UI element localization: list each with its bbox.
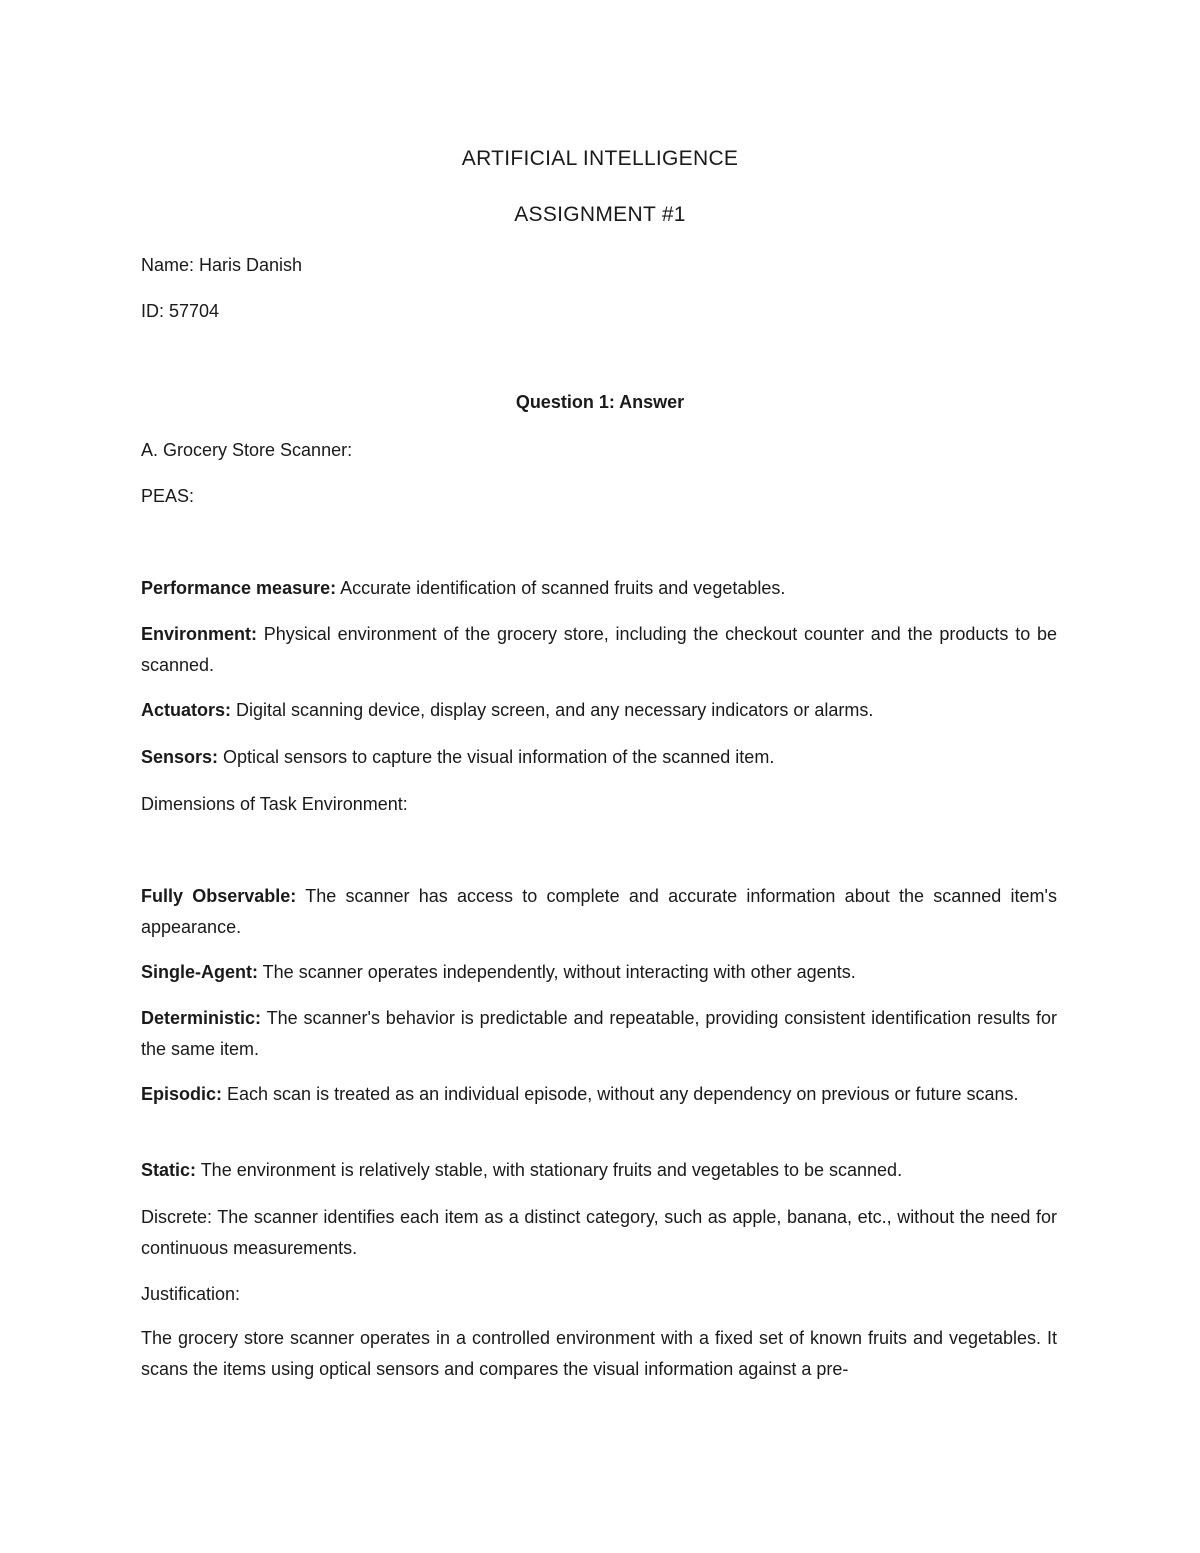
term-label: Episodic:	[141, 1084, 223, 1104]
peas-label: PEAS:	[141, 486, 195, 506]
dimension-fully-observable	[141, 881, 1057, 943]
term-text: Optical sensors to capture the visual information of the scanned item.	[218, 747, 775, 767]
dimension-deterministic	[141, 1003, 1057, 1065]
term-label: Actuators:	[141, 700, 232, 720]
term-label: Deterministic:	[141, 1008, 262, 1028]
term-label: Sensors:	[141, 747, 219, 767]
term-text: The scanner's behavior is predictable and repeatable, providing consistent identification results for the same item.	[141, 1008, 1057, 1059]
term-label: Fully Observable:	[141, 886, 297, 906]
peas-actuators	[141, 695, 1057, 726]
justification-text: The grocery store scanner operates in a controlled environment with a fixed set of known fruits and vegetables. It scans the items using optical sensors and compares the visual information against a pre-	[141, 1328, 1057, 1379]
dimensions-label: Dimensions of Task Environment:	[141, 794, 408, 814]
dimension-single-agent	[141, 957, 1057, 988]
question-heading: Question 1: Answer	[515, 392, 685, 412]
course-title: ARTIFICIAL INTELLIGENCE	[461, 147, 739, 170]
term-label: Single-Agent:	[141, 962, 258, 982]
student-id: ID: 57704	[141, 301, 220, 321]
term-label: Static:	[141, 1160, 197, 1180]
term-label: Environment:	[141, 624, 258, 644]
term-text: The environment is relatively stable, with stationary fruits and vegetables to be scanned.	[196, 1160, 903, 1180]
term-label: Performance measure:	[141, 578, 337, 598]
term-text: The scanner has access to complete and accurate information about the scanned item's appearance.	[141, 886, 1057, 937]
term-text: Digital scanning device, display screen, and any necessary indicators or alarms.	[231, 700, 874, 720]
peas-performance	[141, 573, 1057, 604]
term-text: Accurate identification of scanned fruits and vegetables.	[336, 578, 786, 598]
term-text: Physical environment of the grocery store, including the checkout counter and the products to be scanned.	[141, 624, 1057, 675]
peas-environment	[141, 619, 1057, 681]
dimension-discrete: Discrete: The scanner identifies each item as a distinct category, such as apple, banana, etc., without the need for continuous measurements.	[141, 1207, 1057, 1258]
dimension-static	[141, 1155, 1057, 1186]
term-text: The scanner operates independently, without interacting with other agents.	[258, 962, 856, 982]
question-subject: A. Grocery Store Scanner:	[141, 440, 353, 460]
term-text: Each scan is treated as an individual episode, without any dependency on previous or future scans.	[222, 1084, 1019, 1104]
dimension-episodic	[141, 1079, 1057, 1110]
student-name: Name: Haris Danish	[141, 255, 303, 275]
assignment-title: ASSIGNMENT #1	[514, 203, 686, 226]
peas-sensors	[141, 742, 1057, 773]
justification-label: Justification:	[141, 1284, 241, 1304]
